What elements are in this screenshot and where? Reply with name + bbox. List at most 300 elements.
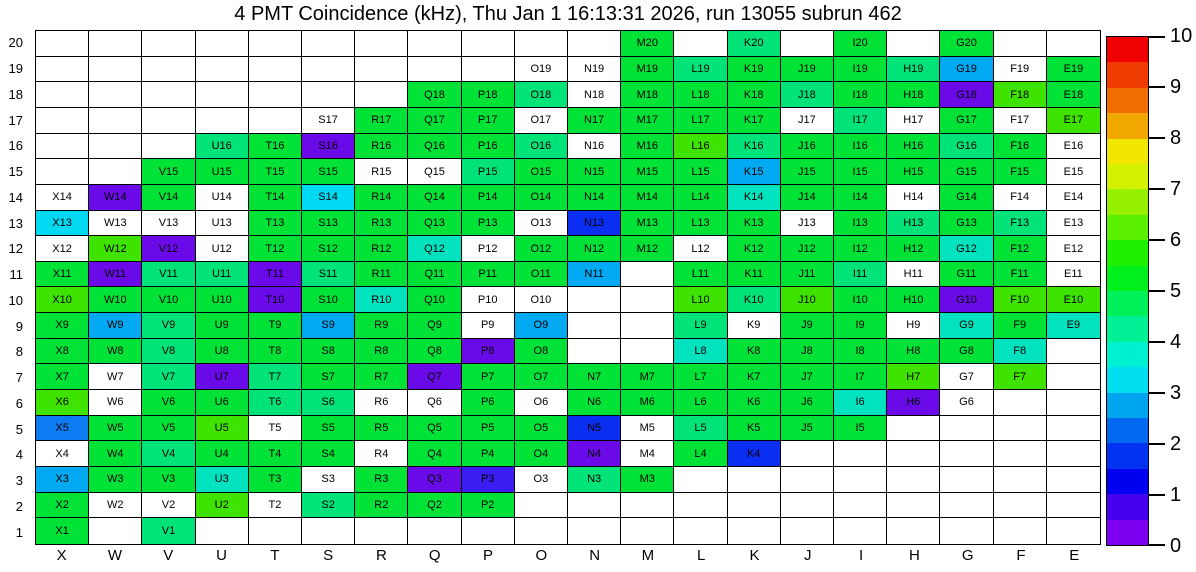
grid-cell: T4: [249, 441, 302, 467]
grid-cell: [36, 57, 89, 83]
grid-cell: G20: [940, 31, 993, 57]
y-tick-label: 16: [8, 138, 23, 154]
grid-cell: [887, 467, 940, 493]
grid-cell: [249, 108, 302, 134]
grid-cell: G14: [940, 185, 993, 211]
grid-cell: K11: [728, 262, 781, 288]
grid-cell: F7: [994, 364, 1047, 390]
x-tick-label: M: [641, 547, 655, 564]
grid-cell: S17: [302, 108, 355, 134]
grid-cell: [1047, 390, 1100, 416]
colorbar-tick-mark: [1148, 392, 1165, 394]
grid-cell: P7: [462, 364, 515, 390]
grid-cell: F12: [994, 236, 1047, 262]
colorbar-segment: [1107, 342, 1148, 367]
grid-cell: R10: [355, 287, 408, 313]
grid-cell: W12: [89, 236, 142, 262]
grid-cell: [674, 493, 727, 519]
grid-cell: W11: [89, 262, 142, 288]
grid-cell: E19: [1047, 57, 1100, 83]
grid-cell: R11: [355, 262, 408, 288]
grid-cell: [674, 467, 727, 493]
colorbar-tick-mark: [1148, 290, 1165, 292]
colorbar-tick-mark: [1148, 86, 1165, 88]
colorbar-segment: [1107, 215, 1148, 240]
grid-cell: [1047, 441, 1100, 467]
grid-cell: R3: [355, 467, 408, 493]
grid-cell: [89, 31, 142, 57]
grid-cell: M16: [621, 134, 674, 160]
grid-cell: [408, 518, 461, 544]
grid-cell: I9: [834, 313, 887, 339]
grid-cell: X1: [36, 518, 89, 544]
grid-cell: P12: [462, 236, 515, 262]
grid-cell: H18: [887, 82, 940, 108]
grid-cell: [940, 493, 993, 519]
grid-cell: [940, 518, 993, 544]
grid-cell: R15: [355, 159, 408, 185]
grid-cell: G17: [940, 108, 993, 134]
grid-cell: [834, 467, 887, 493]
grid-cell: O6: [515, 390, 568, 416]
grid-cell: [1047, 416, 1100, 442]
grid-cell: [621, 287, 674, 313]
colorbar-segment: [1107, 469, 1148, 494]
grid-cell: R13: [355, 211, 408, 237]
grid-cell: W8: [89, 339, 142, 365]
grid-cell: K16: [728, 134, 781, 160]
grid-cell: U5: [196, 416, 249, 442]
grid-cell: H10: [887, 287, 940, 313]
grid-cell: Q7: [408, 364, 461, 390]
grid-cell: [994, 467, 1047, 493]
grid-cell: Q12: [408, 236, 461, 262]
colorbar-segment: [1107, 37, 1148, 62]
grid-cell: U14: [196, 185, 249, 211]
grid-cell: M14: [621, 185, 674, 211]
grid-cell: [36, 134, 89, 160]
grid-cell: [196, 82, 249, 108]
grid-cell: N5: [568, 416, 621, 442]
grid-cell: P18: [462, 82, 515, 108]
y-tick-label: 12: [8, 241, 23, 257]
grid-cell: I8: [834, 339, 887, 365]
y-tick-label: 17: [8, 112, 23, 128]
grid-cell: J12: [781, 236, 834, 262]
grid-cell: [568, 518, 621, 544]
colorbar-segment: [1107, 520, 1148, 545]
grid-cell: [89, 82, 142, 108]
grid-cell: P10: [462, 287, 515, 313]
grid-cell: [994, 31, 1047, 57]
grid-cell: O10: [515, 287, 568, 313]
colorbar-tick-label: 10: [1170, 25, 1193, 47]
grid-cell: K6: [728, 390, 781, 416]
y-tick-label: 15: [8, 164, 23, 180]
grid-cell: V8: [142, 339, 195, 365]
grid-cell: [568, 313, 621, 339]
colorbar-segment: [1107, 291, 1148, 316]
y-tick-label: 2: [15, 498, 23, 514]
grid-cell: Q3: [408, 467, 461, 493]
grid-cell: [674, 31, 727, 57]
x-tick-label: J: [804, 547, 812, 564]
grid-cell: [1047, 339, 1100, 365]
grid-cell: [621, 262, 674, 288]
grid-cell: V5: [142, 416, 195, 442]
grid-cell: [355, 31, 408, 57]
colorbar-tick-label: 7: [1170, 178, 1182, 200]
grid-cell: [142, 57, 195, 83]
grid-cell: [408, 31, 461, 57]
grid-cell: E11: [1047, 262, 1100, 288]
colorbar-segment: [1107, 266, 1148, 291]
colorbar-segment: [1107, 113, 1148, 138]
x-tick-label: G: [961, 547, 974, 564]
colorbar-segment: [1107, 62, 1148, 87]
grid-cell: S12: [302, 236, 355, 262]
grid-cell: K10: [728, 287, 781, 313]
grid-cell: M13: [621, 211, 674, 237]
grid-cell: V15: [142, 159, 195, 185]
grid-cell: O19: [515, 57, 568, 83]
grid-cell: [674, 518, 727, 544]
grid-cell: J18: [781, 82, 834, 108]
grid-cell: [249, 57, 302, 83]
colorbar-segment: [1107, 189, 1148, 214]
grid-cell: V4: [142, 441, 195, 467]
grid-cell: I10: [834, 287, 887, 313]
grid-cell: P16: [462, 134, 515, 160]
y-tick-label: 8: [15, 344, 23, 360]
grid-cell: U7: [196, 364, 249, 390]
grid-cell: I12: [834, 236, 887, 262]
grid-cell: S4: [302, 441, 355, 467]
grid-cell: [781, 518, 834, 544]
colorbar-tick-label: 0: [1170, 535, 1182, 557]
grid-cell: O14: [515, 185, 568, 211]
grid-cell: [940, 441, 993, 467]
grid-cell: [834, 518, 887, 544]
grid-cell: Q14: [408, 185, 461, 211]
grid-cell: X14: [36, 185, 89, 211]
grid-cell: K9: [728, 313, 781, 339]
grid-cell: W3: [89, 467, 142, 493]
grid-cell: G15: [940, 159, 993, 185]
grid-cell: U12: [196, 236, 249, 262]
grid-cell: [462, 31, 515, 57]
grid-cell: K19: [728, 57, 781, 83]
grid-cell: Q2: [408, 493, 461, 519]
grid-cell: V6: [142, 390, 195, 416]
grid-cell: V12: [142, 236, 195, 262]
grid-cell: I6: [834, 390, 887, 416]
grid-cell: N19: [568, 57, 621, 83]
grid-cell: G19: [940, 57, 993, 83]
grid-cell: L8: [674, 339, 727, 365]
grid-cell: R14: [355, 185, 408, 211]
grid-cell: I15: [834, 159, 887, 185]
grid-cell: N16: [568, 134, 621, 160]
grid-cell: S5: [302, 416, 355, 442]
grid-cell: V10: [142, 287, 195, 313]
grid-cell: T8: [249, 339, 302, 365]
grid-cell: H6: [887, 390, 940, 416]
grid-cell: H16: [887, 134, 940, 160]
grid-cell: S10: [302, 287, 355, 313]
grid-cell: P5: [462, 416, 515, 442]
grid-cell: L10: [674, 287, 727, 313]
grid-cell: H11: [887, 262, 940, 288]
colorbar-segment: [1107, 393, 1148, 418]
grid-cell: R5: [355, 416, 408, 442]
grid-cell: P3: [462, 467, 515, 493]
grid-cell: G18: [940, 82, 993, 108]
grid-cell: W10: [89, 287, 142, 313]
grid-cell: O11: [515, 262, 568, 288]
y-tick-label: 3: [15, 473, 23, 489]
grid-cell: S9: [302, 313, 355, 339]
grid-cell: U13: [196, 211, 249, 237]
colorbar-tick-label: 3: [1170, 382, 1182, 404]
grid-cell: K20: [728, 31, 781, 57]
y-tick-label: 6: [15, 395, 23, 411]
grid-cell: V1: [142, 518, 195, 544]
grid-cell: T11: [249, 262, 302, 288]
grid-cell: H14: [887, 185, 940, 211]
grid-cell: U9: [196, 313, 249, 339]
y-tick-label: 11: [9, 267, 23, 283]
grid-cell: E16: [1047, 134, 1100, 160]
grid-cell: Q11: [408, 262, 461, 288]
grid-cell: [940, 416, 993, 442]
grid-cell: X5: [36, 416, 89, 442]
grid-cell: J7: [781, 364, 834, 390]
grid-cell: J15: [781, 159, 834, 185]
colorbar-tick-mark: [1148, 494, 1165, 496]
grid-cell: [36, 31, 89, 57]
grid-cell: [728, 518, 781, 544]
grid-cell: F10: [994, 287, 1047, 313]
grid-cell: [249, 31, 302, 57]
grid-cell: P17: [462, 108, 515, 134]
grid-cell: P13: [462, 211, 515, 237]
grid-cell: H9: [887, 313, 940, 339]
grid-cell: E15: [1047, 159, 1100, 185]
grid-cell: [781, 467, 834, 493]
grid-cell: W5: [89, 416, 142, 442]
grid-cell: O8: [515, 339, 568, 365]
x-tick-label: N: [589, 547, 601, 564]
grid-cell: E10: [1047, 287, 1100, 313]
grid-cell: M7: [621, 364, 674, 390]
colorbar-segment: [1107, 164, 1148, 189]
grid-cell: X6: [36, 390, 89, 416]
grid-cell: X3: [36, 467, 89, 493]
grid-cell: [887, 493, 940, 519]
grid-cell: V2: [142, 493, 195, 519]
grid-cell: [887, 518, 940, 544]
grid-cell: L16: [674, 134, 727, 160]
grid-cell: L14: [674, 185, 727, 211]
grid-cell: [1047, 364, 1100, 390]
grid-cell: N12: [568, 236, 621, 262]
grid-cell: V9: [142, 313, 195, 339]
grid-cell: J5: [781, 416, 834, 442]
grid-cell: O18: [515, 82, 568, 108]
grid-cell: H17: [887, 108, 940, 134]
grid-cell: F9: [994, 313, 1047, 339]
grid-cell: E18: [1047, 82, 1100, 108]
grid-cell: P2: [462, 493, 515, 519]
grid-cell: I18: [834, 82, 887, 108]
grid-cell: U8: [196, 339, 249, 365]
grid-cell: [142, 82, 195, 108]
colorbar-tick-mark: [1148, 341, 1165, 343]
grid-cell: Q18: [408, 82, 461, 108]
colorbar-tick-mark: [1148, 137, 1165, 139]
grid-cell: M12: [621, 236, 674, 262]
grid-cell: [462, 57, 515, 83]
grid-cell: [408, 57, 461, 83]
grid-cell: K8: [728, 339, 781, 365]
grid-cell: [994, 390, 1047, 416]
y-axis-labels: [0, 30, 30, 545]
grid-cell: K5: [728, 416, 781, 442]
grid-cell: K7: [728, 364, 781, 390]
grid-cell: W13: [89, 211, 142, 237]
grid-cell: Q9: [408, 313, 461, 339]
grid-cell: K18: [728, 82, 781, 108]
grid-cell: W9: [89, 313, 142, 339]
grid-cell: [887, 441, 940, 467]
grid-cell: M3: [621, 467, 674, 493]
grid-cell: O5: [515, 416, 568, 442]
grid-cell: S8: [302, 339, 355, 365]
x-tick-label: R: [376, 547, 387, 564]
y-tick-label: 4: [15, 447, 23, 463]
grid-cell: U15: [196, 159, 249, 185]
grid-cell: I13: [834, 211, 887, 237]
grid-cell: F13: [994, 211, 1047, 237]
grid-cell: N6: [568, 390, 621, 416]
grid-cell: [1047, 31, 1100, 57]
grid-cell: [887, 416, 940, 442]
grid-cell: L4: [674, 441, 727, 467]
grid-cell: O3: [515, 467, 568, 493]
x-tick-label: K: [749, 547, 760, 564]
grid-cell: R7: [355, 364, 408, 390]
grid-cell: [302, 518, 355, 544]
grid-cell: [302, 57, 355, 83]
grid-cell: U11: [196, 262, 249, 288]
grid-cell: W2: [89, 493, 142, 519]
grid-cell: [36, 108, 89, 134]
x-tick-label: U: [216, 547, 227, 564]
grid-cell: [355, 82, 408, 108]
grid-cell: V13: [142, 211, 195, 237]
grid-cell: P4: [462, 441, 515, 467]
grid-cell: [621, 313, 674, 339]
x-tick-label: P: [483, 547, 494, 564]
grid-cell: O12: [515, 236, 568, 262]
grid-cell: V3: [142, 467, 195, 493]
colorbar-tick-label: 8: [1170, 127, 1182, 149]
grid-cell: [994, 518, 1047, 544]
grid-cell: M5: [621, 416, 674, 442]
grid-cell: V7: [142, 364, 195, 390]
grid-cell: R9: [355, 313, 408, 339]
x-tick-label: S: [323, 547, 334, 564]
grid-cell: [1047, 518, 1100, 544]
grid-cell: F15: [994, 159, 1047, 185]
grid-cell: R6: [355, 390, 408, 416]
grid-cell: X10: [36, 287, 89, 313]
grid-cell: N14: [568, 185, 621, 211]
grid-cell: T10: [249, 287, 302, 313]
colorbar-tick-mark: [1148, 239, 1165, 241]
grid-cell: Q8: [408, 339, 461, 365]
grid-cell: U10: [196, 287, 249, 313]
colorbar-tick-mark: [1148, 443, 1165, 445]
grid-cell: P11: [462, 262, 515, 288]
grid-cell: I5: [834, 416, 887, 442]
grid-cell: Q4: [408, 441, 461, 467]
grid-cell: L11: [674, 262, 727, 288]
grid-cell: G16: [940, 134, 993, 160]
grid-cell: W7: [89, 364, 142, 390]
grid-cell: [89, 134, 142, 160]
grid-cell: H12: [887, 236, 940, 262]
chart-title: 4 PMT Coincidence (kHz), Thu Jan 1 16:13:31 2026, run 13055 subrun 462: [234, 3, 902, 25]
grid-cell: [940, 467, 993, 493]
colorbar-tick-mark: [1148, 544, 1165, 546]
y-tick-label: 13: [8, 215, 23, 231]
x-tick-label: W: [107, 547, 123, 564]
grid-cell: E9: [1047, 313, 1100, 339]
grid-cell: T12: [249, 236, 302, 262]
grid-cell: Q15: [408, 159, 461, 185]
grid-cell: R4: [355, 441, 408, 467]
grid-cell: O7: [515, 364, 568, 390]
grid-cell: [515, 31, 568, 57]
grid-cell: [89, 108, 142, 134]
grid-cell: U3: [196, 467, 249, 493]
grid-cell: [568, 493, 621, 519]
grid-cell: T2: [249, 493, 302, 519]
grid-cell: F19: [994, 57, 1047, 83]
grid-cell: [568, 31, 621, 57]
x-tick-label: F: [1016, 547, 1026, 564]
y-tick-label: 1: [15, 524, 23, 540]
grid-cell: S14: [302, 185, 355, 211]
grid-cell: [834, 493, 887, 519]
grid-cell: J9: [781, 313, 834, 339]
grid-cell: R2: [355, 493, 408, 519]
grid-cell: [36, 82, 89, 108]
grid-cell: X9: [36, 313, 89, 339]
grid-cell: [568, 339, 621, 365]
grid-cell: P9: [462, 313, 515, 339]
grid-cell: J11: [781, 262, 834, 288]
grid-cell: M6: [621, 390, 674, 416]
colorbar-segment: [1107, 316, 1148, 341]
grid-cell: J10: [781, 287, 834, 313]
grid-cell: Q16: [408, 134, 461, 160]
grid-cell: G7: [940, 364, 993, 390]
grid-cell: I16: [834, 134, 887, 160]
grid-cell: S13: [302, 211, 355, 237]
